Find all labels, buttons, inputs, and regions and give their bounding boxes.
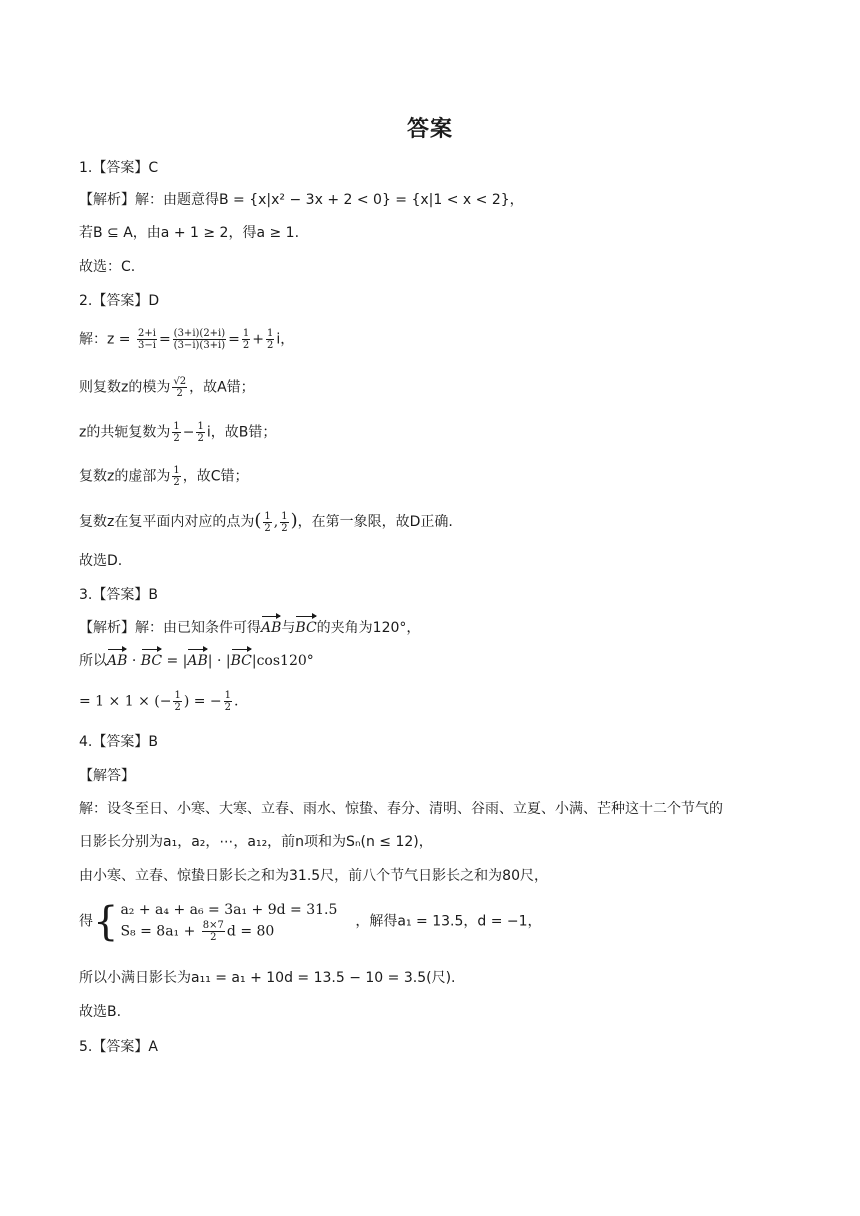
- fraction: $\frac{1}{2}$: [197, 421, 204, 444]
- q4-solution-line-1: 解：设冬至日、小寒、大寒、立春、雨水、惊蛰、春分、清明、谷雨、立夏、小满、芒种这十二个节气的: [79, 801, 723, 817]
- fraction: $\frac{2+i}{3-i}$: [137, 328, 156, 351]
- q3-l3-mid: ) = −: [183, 693, 222, 710]
- q2-conclusion: 故选D.: [79, 553, 123, 569]
- q3-l1-suffix: 的夹角为120°，: [316, 620, 421, 636]
- q3-analysis-line-2: 所以AB · BC = |AB| · |BC|cos120°: [79, 650, 314, 672]
- q3-l3-prefix: = 1 × 1 × (−: [79, 693, 172, 710]
- q3-l2-prefix: 所以: [79, 653, 107, 669]
- q3-analysis-line-1: [79, 617, 420, 639]
- fraction: $\frac{1}{2}$: [173, 421, 180, 444]
- q3-answer-heading: 3.【答案】B: [79, 587, 158, 603]
- equation-1: a₂ + a₄ + a₆ = 3a₁ + 9d = 31.5: [120, 902, 338, 918]
- q4-l5-prefix: 得: [79, 913, 93, 930]
- q4-equation-system-line: [79, 900, 542, 943]
- q4-answer-heading: 4.【答案】B: [79, 734, 158, 750]
- q2-solution-line-3: z的共轭复数为 $\frac{1}{2}$ − $\frac{1}{2}$ i，故B错；: [79, 421, 277, 444]
- fraction: $\frac{1}{2}$: [264, 510, 271, 534]
- fraction: $\frac{1}{2}$: [267, 328, 274, 351]
- vector-ab: AB: [107, 650, 127, 672]
- q2-l2-suffix: ，故A错；: [189, 379, 255, 396]
- equation-2: S₈ = 8a₁ + $\frac{8\times 7}{2}$ d = 80: [120, 920, 275, 943]
- fraction: $\frac{1}{2}$: [174, 690, 181, 713]
- fraction: $\frac{1}{2}$: [281, 510, 288, 534]
- vector-bc: BC: [231, 650, 252, 672]
- q1-analysis-line-1: 【解析】解：由题意得B = {x|x² − 3x + 2 < 0} = {x|1 < x < 2}，: [79, 192, 524, 208]
- q3-l1-prefix: 【解析】解：由已知条件可得: [79, 620, 261, 636]
- q2-l3-prefix: z的共轭复数为: [79, 424, 171, 441]
- q2-l4-prefix: 复数z的虚部为: [79, 468, 171, 485]
- q2-l4-suffix: ，故C错；: [182, 468, 249, 485]
- q2-solution-line-1: 解：z = $\frac{2+i}{3-i}$ = $\frac{(3+i)(2+i)}{(3-i)(3+i)}$ = $\frac{1}{2}$ + $\frac{1}{2}$ i，: [79, 328, 295, 351]
- q2-solution-line-2: [79, 376, 255, 399]
- vector-bc: BC: [141, 650, 162, 672]
- vector-ab: AB: [261, 617, 281, 639]
- q1-answer-heading: 1.【答案】C: [79, 160, 159, 176]
- q2-l1-prefix: 解：z =: [79, 331, 135, 348]
- q4-solution-line-3: 由小寒、立春、惊蛰日影长之和为31.5尺，前八个节气日影长之和为80尺，: [79, 868, 548, 884]
- q5-answer-heading: 5.【答案】A: [79, 1039, 158, 1055]
- q4-solution-label: 【解答】: [79, 768, 135, 784]
- q2-l5-suffix: ，在第一象限，故D正确.: [297, 514, 453, 530]
- q4-solution-line-2: 日影长分别为a₁，a₂，⋯，a₁₂，前n项和为Sₙ(n ≤ 12)，: [79, 834, 433, 850]
- vector-ab: AB: [187, 650, 207, 672]
- q3-l1-mid: 与: [281, 620, 296, 636]
- q1-conclusion: 故选：C.: [79, 259, 136, 275]
- q2-l2-prefix: 则复数z的模为: [79, 379, 171, 396]
- q2-l3-suffix: i，故B错；: [206, 424, 277, 441]
- q3-l2-tail: cos120°: [256, 653, 314, 669]
- fraction: $\frac{1}{2}$: [242, 328, 250, 351]
- fraction: $\frac{(3+i)(2+i)}{(3-i)(3+i)}$: [173, 328, 226, 351]
- q2-answer-heading: 2.【答案】D: [79, 293, 160, 309]
- q2-l5-prefix: 复数z在复平面内对应的点为: [79, 514, 255, 530]
- q4-solution-line-5: 所以小满日影长为a₁₁ = a₁ + 10d = 13.5 − 10 = 3.5(尺).: [79, 970, 456, 986]
- left-brace: {: [93, 898, 119, 945]
- equation-system: [120, 900, 337, 943]
- q4-l5-suffix: ，解得a₁ = 13.5，d = −1，: [355, 913, 542, 930]
- q4-conclusion: 故选B.: [79, 1004, 122, 1020]
- fraction: $\frac{√2}{2}$: [173, 376, 187, 399]
- fraction: $\frac{1}{2}$: [224, 690, 232, 713]
- q2-solution-line-5: 复数z在复平面内对应的点为( $\frac{1}{2}$ , $\frac{1}{2}$ )，在第一象限，故D正确.: [79, 510, 453, 534]
- q2-l1-suffix: i，: [276, 331, 295, 348]
- q1-analysis-line-2: 若B ⊆ A，由a + 1 ≥ 2，得a ≥ 1.: [79, 225, 300, 241]
- fraction: $\frac{1}{2}$: [173, 465, 180, 488]
- page-title: 答案: [406, 117, 453, 142]
- q3-analysis-line-3: = 1 × 1 × (− $\frac{1}{2}$ ) = − $\frac{1}{2}$ .: [79, 690, 239, 713]
- q2-solution-line-4: [79, 465, 249, 488]
- vector-bc: BC: [295, 617, 316, 639]
